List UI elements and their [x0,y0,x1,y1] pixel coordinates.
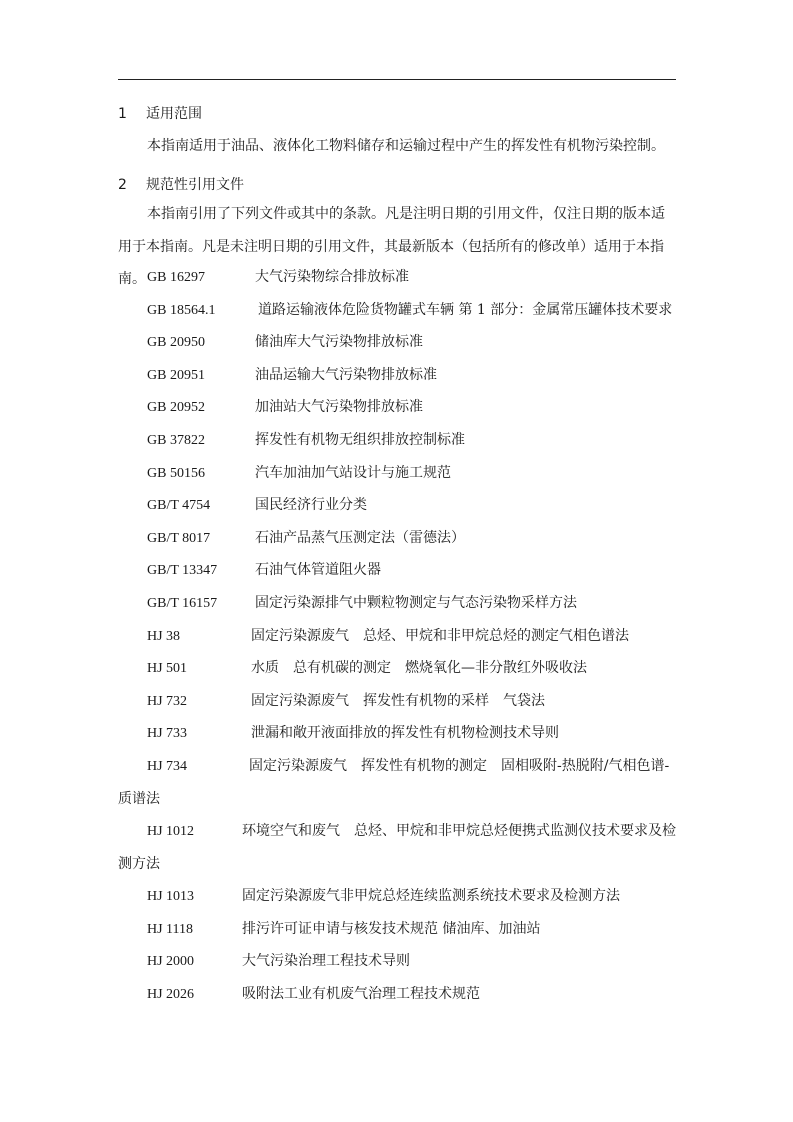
reference-title: 固定污染源废气 总烃、甲烷和非甲烷总烃的测定气相色谱法 [251,627,629,644]
reference-item [118,815,678,848]
reference-item [118,359,678,392]
reference-item [118,620,678,653]
reference-item [118,587,678,620]
reference-code: GB 18564.1 [147,302,216,318]
reference-code: HJ 1118 [147,921,194,937]
reference-code: GB/T 16157 [147,595,218,611]
reference-item [118,424,678,457]
reference-item [118,489,678,522]
reference-code: HJ 733 [147,726,188,742]
reference-item-continuation [118,848,678,881]
reference-code: HJ 734 [147,758,188,774]
reference-item [118,717,678,750]
reference-item [118,685,678,718]
section-2-title: 规范性引用文件 [146,177,244,193]
reference-item [118,750,678,783]
reference-title: 道路运输液体危险货物罐式车辆 第 1 部分：金属常压罐体技术要求 [258,301,673,318]
reference-title: 泄漏和敞开液面排放的挥发性有机物检测技术导则 [251,725,559,742]
reference-item [118,652,678,685]
reference-item [118,945,678,978]
section-2-body: 本指南引用了下列文件或其中的条款。凡是注明日期的引用文件，仅注日期的版本适用于本指南。凡是未注明日期的引用文件，其最新版本（包括所有的修改单）适用于本指南。 [118,206,665,287]
reference-code: HJ 2000 [147,954,195,970]
reference-code: GB 20951 [147,367,205,383]
section-1-body: 本指南适用于油品、液体化工物料储存和运输过程中产生的挥发性有机物污染控制。 [147,138,665,154]
reference-code: GB 20950 [147,335,205,351]
reference-title: 大气污染物综合排放标准 [255,269,409,285]
section-2-heading [118,174,244,194]
reference-item [118,261,678,294]
reference-code: GB 37822 [147,432,205,448]
reference-code: HJ 2026 [147,987,195,1003]
reference-title: 国民经济行业分类 [255,497,367,514]
section-1-heading [118,103,202,123]
reference-title: 排污许可证申请与核发技术规范 储油库、加油站 [242,920,541,937]
reference-item [118,554,678,587]
reference-item [118,978,678,1011]
reference-title-continuation: 测方法 [118,855,160,872]
reference-title: 储油库大气污染物排放标准 [255,334,423,351]
reference-code: HJ 38 [147,628,181,644]
reference-title: 加油站大气污染物排放标准 [255,399,423,416]
reference-code: GB 20952 [147,400,205,416]
reference-title: 固定污染源排气中颗粒物测定与气态污染物采样方法 [255,594,577,611]
reference-title: 固定污染源废气 挥发性有机物的采样 气袋法 [251,692,545,709]
reference-item [118,326,678,359]
reference-title: 固定污染源废气非甲烷总烃连续监测系统技术要求及检测方法 [242,888,620,905]
reference-title: 石油产品蒸气压测定法（雷德法） [255,529,465,546]
reference-code: HJ 1013 [147,889,195,905]
section-2-number: 2 [118,177,127,193]
reference-title: 固定污染源废气 挥发性有机物的测定 固相吸附-热脱附/气相色谱- [249,757,670,774]
reference-title: 环境空气和废气 总烃、甲烷和非甲烷总烃便携式监测仪技术要求及检 [242,823,676,840]
section-1-title: 适用范围 [146,106,202,122]
reference-code: HJ 1012 [147,824,195,840]
reference-item [118,294,678,327]
reference-title: 水质 总有机碳的测定 燃烧氧化—非分散红外吸收法 [251,660,587,677]
reference-item [118,880,678,913]
reference-code: GB 16297 [147,270,205,285]
reference-title: 汽车加油加气站设计与施工规范 [255,464,451,481]
reference-title-continuation: 质谱法 [118,790,160,807]
reference-item [118,913,678,946]
reference-code: GB/T 8017 [147,530,211,546]
reference-code: GB 50156 [147,465,205,481]
reference-title: 油品运输大气污染物排放标准 [255,366,437,383]
reference-code: HJ 732 [147,693,188,709]
reference-item [118,457,678,490]
reference-list [118,261,678,1011]
reference-title: 石油气体管道阻火器 [255,562,381,579]
reference-code: GB/T 13347 [147,563,218,579]
reference-code: GB/T 4754 [147,498,211,514]
reference-title: 大气污染治理工程技术导则 [242,953,410,970]
reference-title: 挥发性有机物无组织排放控制标准 [255,431,465,448]
reference-item [118,391,678,424]
section-1-number: 1 [118,106,127,122]
reference-title: 吸附法工业有机废气治理工程技术规范 [242,986,480,1003]
reference-code: HJ 501 [147,661,188,677]
reference-item-continuation [118,783,678,816]
header-rule [118,79,676,80]
reference-item [118,522,678,555]
